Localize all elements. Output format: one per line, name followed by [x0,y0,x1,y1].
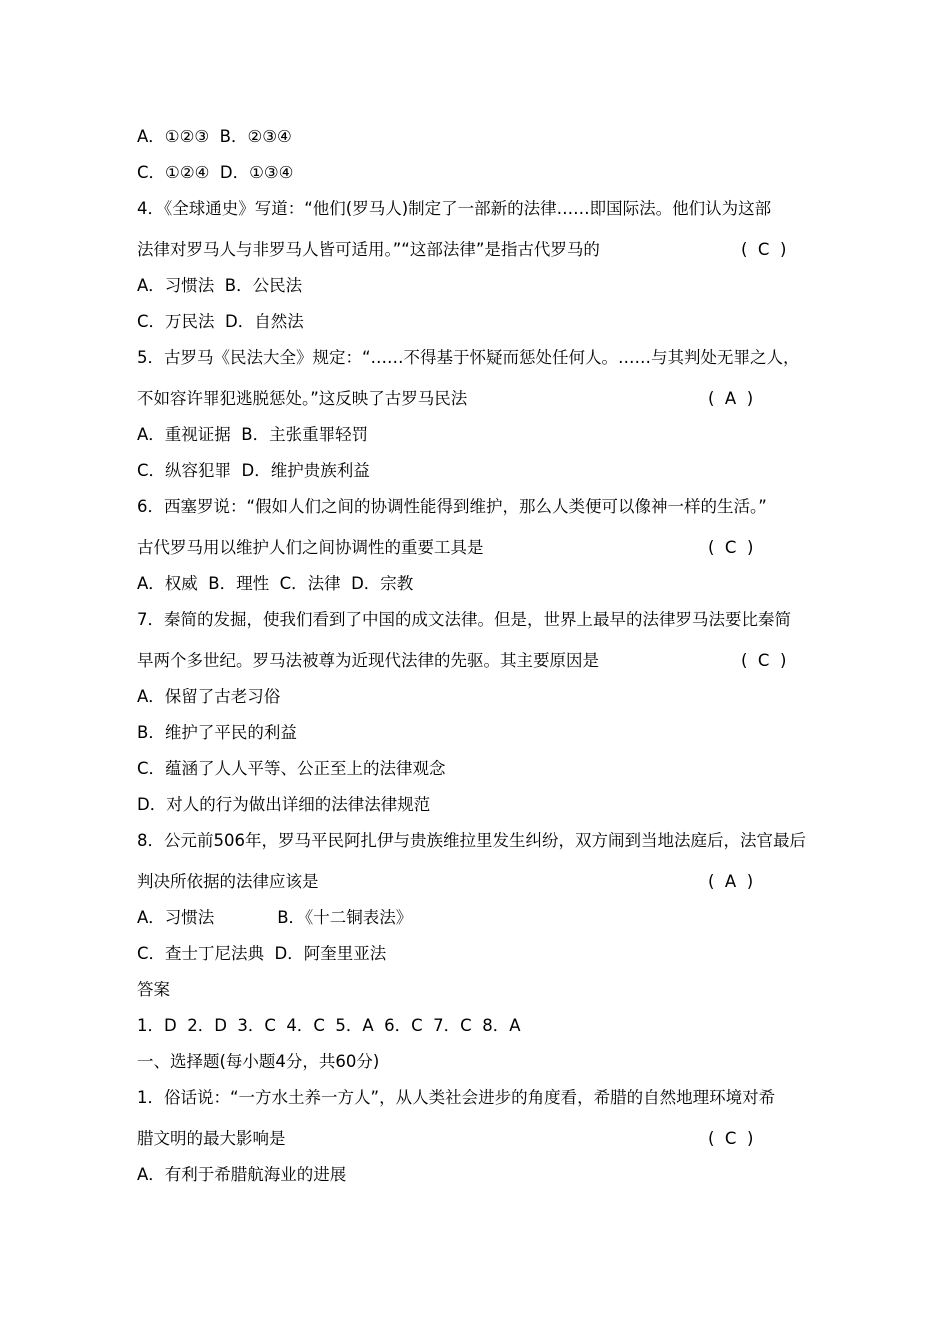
option-line: A．保留了古老习俗 [137,687,281,706]
option-line: A．权威 B．理性 C．法律 D．宗教 [137,574,414,593]
question-line: 法律对罗马人与非罗马人皆可适用。”“这部法律”是指古代罗马的 [137,240,600,259]
question-line: 1．俗话说：“一方水土养一方人”，从人类社会进步的角度看，希腊的自然地理环境对希 [137,1088,776,1107]
question-line: 腊文明的最大影响是 [137,1129,286,1148]
question-line: 不如容许罪犯逃脱惩处。”这反映了古罗马民法 [137,389,468,408]
question-line: 早两个多世纪。罗马法被尊为近现代法律的先驱。其主要原因是 [137,651,599,670]
answer-mark: ( A ) [708,872,754,891]
option-line: A．有利于希腊航海业的进展 [137,1165,347,1184]
answer-mark: ( C ) [708,538,754,557]
question-line: 4．《全球通史》写道：“他们(罗马人)制定了一部新的法律……即国际法。他们认为这部 [137,199,772,218]
answer-key: 1．D 2．D 3．C 4．C 5．A 6．C 7．C 8．A [137,1016,521,1035]
answer-mark: ( C ) [708,1129,754,1148]
section-heading: 一、选择题(每小题4分，共60分) [137,1052,380,1071]
answer-mark: ( C ) [741,651,787,670]
option-line: B．维护了平民的利益 [137,723,297,742]
option-line: C．查士丁尼法典 D．阿奎里亚法 [137,944,387,963]
option-line: A．习惯法 B．公民法 [137,276,303,295]
answer-mark: ( A ) [708,389,754,408]
question-line: 判决所依据的法律应该是 [137,872,319,891]
option-line: A．①②③ B．②③④ [137,127,292,146]
question-line: 8．公元前506年，罗马平民阿扎伊与贵族维拉里发生纠纷，双方闹到当地法庭后，法官最后 [137,831,806,850]
option-line: A．重视证据 B．主张重罪轻罚 [137,425,369,444]
answer-heading: 答案 [137,980,170,999]
option-line: C．纵容犯罪 D．维护贵族利益 [137,461,370,480]
question-line: 古代罗马用以维护人们之间协调性的重要工具是 [137,538,484,557]
question-line: 6．西塞罗说：“假如人们之间的协调性能得到维护，那么人类便可以像神一样的生活。” [137,497,767,516]
option-line: D．对人的行为做出详细的法律法律规范 [137,795,431,814]
option-line: C．万民法 D．自然法 [137,312,304,331]
question-line: 5．古罗马《民法大全》规定：“……不得基于怀疑而惩处任何人。……与其判处无罪之人， [137,348,800,367]
answer-mark: ( C ) [741,240,787,259]
question-line: 7．秦简的发掘，使我们看到了中国的成文法律。但是，世界上最早的法律罗马法要比秦简 [137,610,791,629]
option-line: A．习惯法 B．《十二铜表法》 [137,908,413,927]
option-line: C．①②④ D．①③④ [137,163,294,182]
option-line: C．蕴涵了人人平等、公正至上的法律观念 [137,759,446,778]
